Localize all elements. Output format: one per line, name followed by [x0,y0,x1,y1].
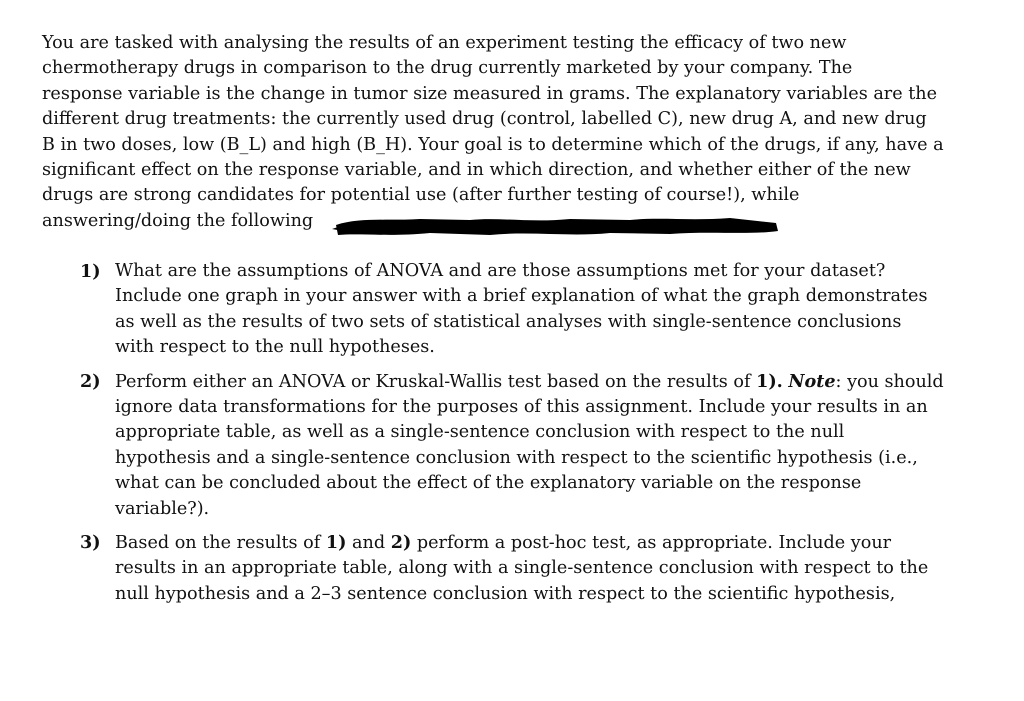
redaction-mark [330,211,780,239]
intro-line: drugs are strong candidates for potential use (after further testing of course!), while [42,185,800,206]
question-number: 1) [80,261,101,282]
intro-line: significant effect on the response variable, and in which direction, and whether either of the new [42,160,911,181]
question-list [80,259,980,615]
question-text: Based on the results of [115,533,326,554]
question-number: 2) [80,370,101,392]
question-2 [80,369,980,522]
intro-line: B in two doses, low (B_L) and high (B_H). Your goal is to determine which of the drugs, if any, have a [42,134,944,155]
intro-line: different drug treatments: the currently used drug (control, labelled C), new drug A, and new drug [42,109,927,130]
intro-line: response variable is the change in tumor size measured in grams. The explanatory variables are the [42,83,938,104]
question-3 [80,530,980,607]
question-line: What are the assumptions of ANOVA and are those assumptions met for your dataset? [115,261,886,281]
intro-paragraph [42,31,992,234]
question-text: perform a post-hoc test, as appropriate. Include your [411,533,892,554]
question-line [115,530,980,556]
cropped-text-remnant [160,0,760,6]
question-line [115,369,980,395]
question-line: hypothesis and a single-sentence conclusion with respect to the scientific hypothesis (i.e., [115,447,918,468]
question-1 [80,259,980,361]
question-line: with respect to the null hypotheses. [115,337,435,358]
question-line: Include one graph in your answer with a brief explanation of what the graph demonstrates [115,286,928,307]
question-line: results in an appropriate table, along with a single-sentence conclusion with respect to the [115,558,929,579]
bold-ref: 1) [325,532,347,554]
question-line: appropriate table, as well as a single-sentence conclusion with respect to the null [115,422,845,443]
question-text: Perform either an ANOVA or Kruskal-Wallis test based on the results of [115,371,757,392]
question-line: variable?). [115,498,210,519]
bold-ref: 2) [390,532,412,554]
question-line: as well as the results of two sets of statistical analyses with single-sentence conclusions [115,311,902,332]
question-line: null hypothesis and a 2–3 sentence conclusion with respect to the scientific hypothesis, [115,583,896,604]
note-label: Note [788,370,836,392]
intro-line: You are tasked with analysing the results of an experiment testing the efficacy of two new [42,33,847,53]
bold-ref: 1). [756,370,783,392]
question-text: and [346,533,391,554]
question-text: : you should [835,371,944,392]
question-line: what can be concluded about the effect of the explanatory variable on the response [115,473,862,494]
intro-line: answering/doing the following [42,210,314,231]
question-number: 3) [80,532,101,554]
question-line: ignore data transformations for the purposes of this assignment. Include your results in an [115,397,928,418]
intro-line: chermotherapy drugs in comparison to the drug currently marketed by your company. The [42,58,853,79]
